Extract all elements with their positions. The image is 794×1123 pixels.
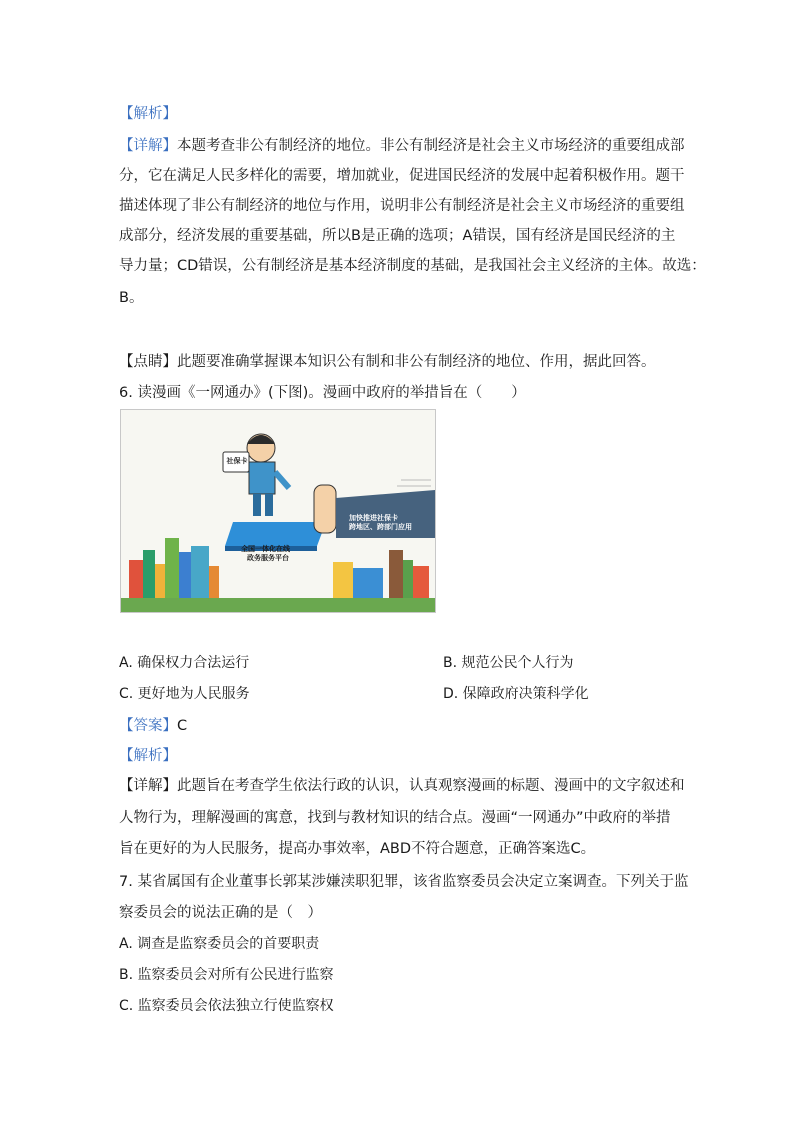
detail-line	[119, 136, 685, 156]
detail-line: B。	[119, 290, 144, 306]
q6-stem: 6. 读漫画《一网通办》(下图)。漫画中政府的举措旨在（ ）	[119, 385, 526, 401]
answer-tag: 【答案】	[119, 718, 177, 734]
q6-detail-line: 人物行为，理解漫画的寓意，找到与教材知识的结合点。漫画“一网通办”中政府的举措	[119, 810, 671, 826]
q6-detail-line: 旨在更好的为人民服务，提高办事效率，ABD不符合题意，正确答案选C。	[119, 841, 596, 857]
answer-value: C	[177, 718, 188, 734]
comment-text: 此题要准确掌握课本知识公有制和非公有制经济的地位、作用，据此回答。	[177, 354, 656, 370]
detail-text: 本题考查非公有制经济的地位。非公有制经济是社会主义市场经济的重要组成部	[177, 138, 685, 154]
sleeve-label	[349, 514, 412, 532]
comment-line	[119, 352, 656, 372]
sleeve-label-1: 加快推进社保卡	[349, 514, 398, 522]
q7-option-b: B. 监察委员会对所有公民进行监察	[119, 967, 334, 983]
q7-stem-line: 察委员会的说法正确的是（ ）	[119, 905, 322, 921]
detail-tag: 【详解】	[119, 138, 177, 154]
detail-line: 成部分，经济发展的重要基础，所以B是正确的选项；A错误，国有经济是国民经济的主	[119, 228, 676, 244]
q7-stem-line: 7. 某省属国有企业董事长郭某涉嫌渎职犯罪，该省监察委员会决定立案调查。下列关于监	[119, 874, 689, 890]
q7-option-c: C. 监察委员会依法独立行使监察权	[119, 998, 334, 1014]
detail-line: 导力量；CD错误，公有制经济是基本经济制度的基础，是我国社会主义经济的主体。故选：	[119, 258, 706, 274]
platform-label-1: 全国一体化在线	[241, 545, 290, 553]
analysis-heading: 【解析】	[119, 106, 177, 122]
q6-option-a: A. 确保权力合法运行	[119, 655, 250, 671]
comment-tag: 【点睛】	[119, 354, 177, 370]
q7-option-a: A. 调查是监察委员会的首要职责	[119, 936, 320, 952]
q6-analysis-heading: 【解析】	[119, 748, 177, 764]
q6-answer	[119, 716, 187, 736]
q6-detail-text: 此题旨在考查学生依法行政的认识，认真观察漫画的标题、漫画中的文字叙述和	[177, 778, 685, 794]
q6-option-b: B. 规范公民个人行为	[443, 655, 574, 671]
platform-label-2: 政务服务平台	[247, 554, 289, 562]
detail-line: 分，它在满足人民多样化的需要，增加就业，促进国民经济的发展中起着积极作用。题干	[119, 168, 685, 184]
cartoon-image	[120, 409, 436, 613]
detail-line: 描述体现了非公有制经济的地位与作用，说明非公有制经济是社会主义市场经济的重要组	[119, 198, 685, 214]
sleeve-label-2: 跨地区、跨部门应用	[349, 523, 412, 531]
q6-option-d: D. 保障政府决策科学化	[443, 686, 589, 702]
q6-detail-tag: 【详解】	[119, 778, 177, 794]
cartoon-svg	[121, 410, 435, 612]
card-label: 社保卡	[226, 457, 248, 465]
q6-detail-line	[119, 776, 685, 796]
q6-option-c: C. 更好地为人民服务	[119, 686, 250, 702]
platform-label	[241, 545, 290, 563]
